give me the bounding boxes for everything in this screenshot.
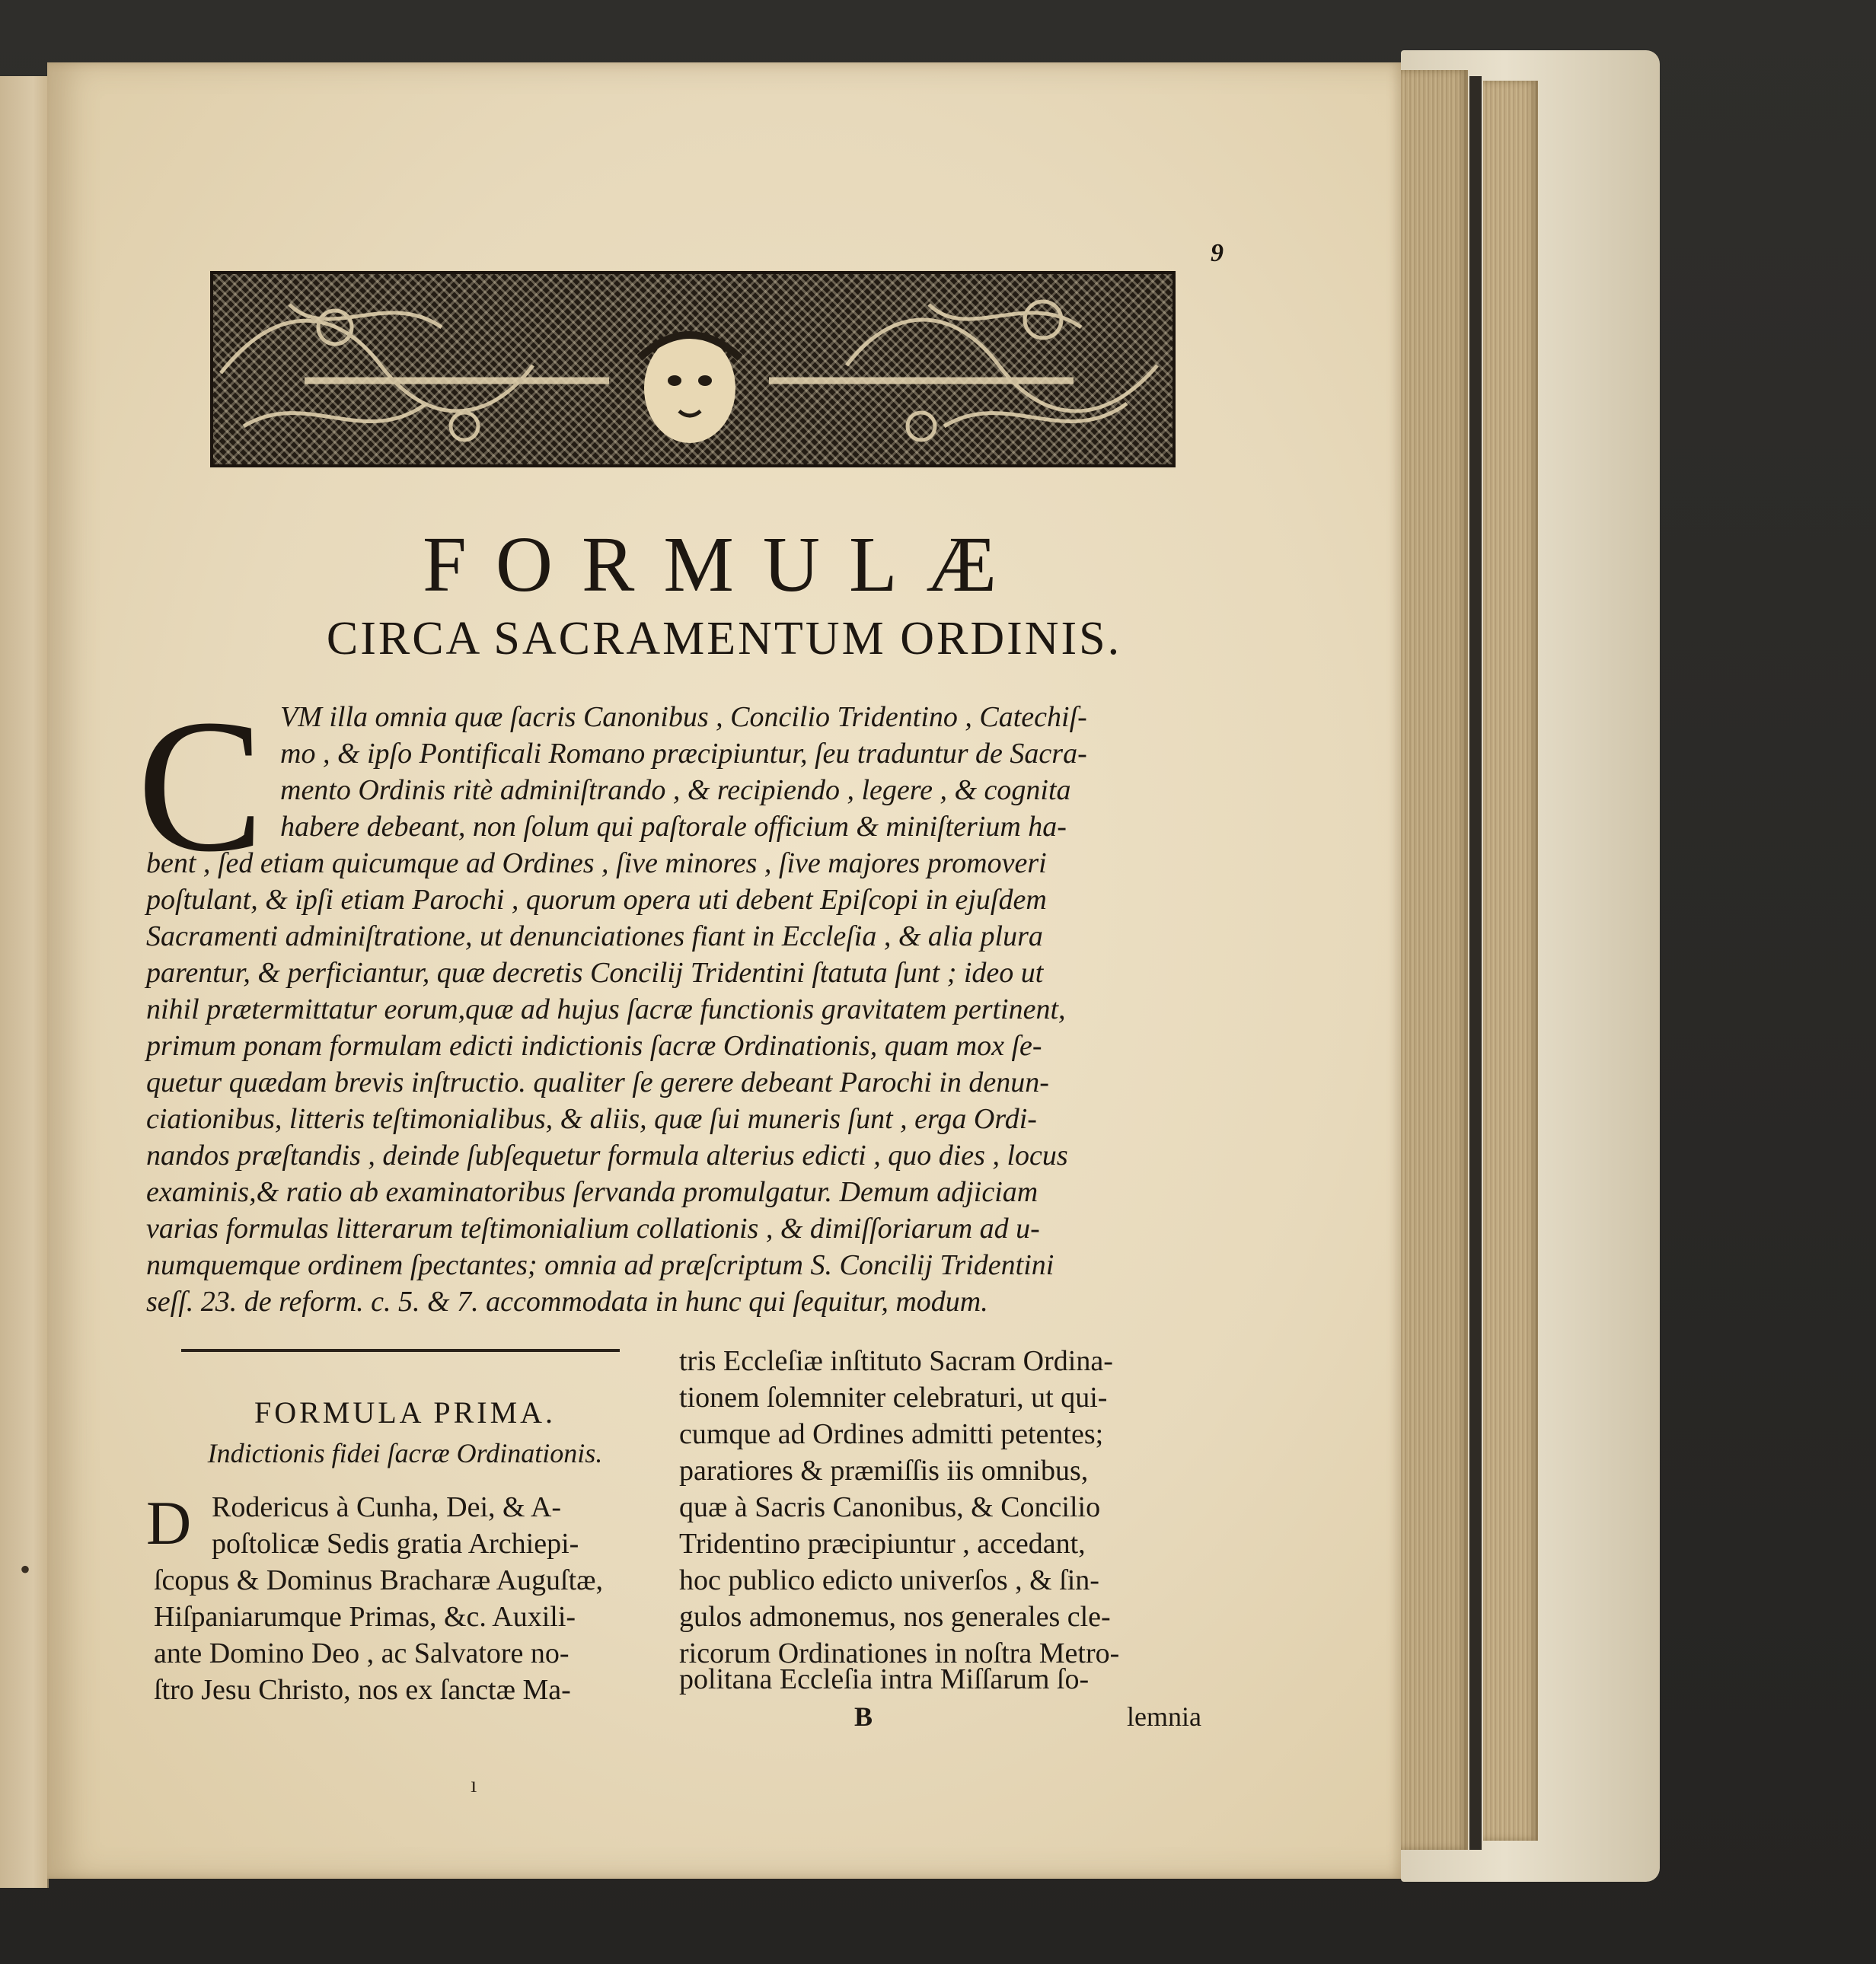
left-column-line: poſtolicæ Sedis gratia Archiepi- — [212, 1528, 579, 1560]
intro-line: ciationibus, litteris teſtimonialibus, & aliis, quæ ſui muneris ſunt , erga Ordi- — [146, 1103, 1037, 1135]
intro-line: habere debeant, non ſolum qui paſtorale officium & miniſterium ha- — [280, 811, 1067, 843]
ink-speck: ı — [471, 1772, 477, 1797]
catchword: lemnia — [1127, 1701, 1201, 1732]
intro-line: primum ponam formulam edicti indictionis ſacræ Ordinationis, quam mox ſe- — [146, 1030, 1042, 1062]
formula-drop-cap: D — [146, 1488, 192, 1557]
intro-line: nihil prætermittatur eorum,quæ ad hujus ſacræ functionis gravitatem pertinent, — [146, 993, 1066, 1025]
right-column-line: ricorum Ordinationes in noſtra Metro- — [679, 1637, 1120, 1669]
intro-line: Sacramenti adminiſtratione, ut denunciationes fiant in Eccleſia , & alia plura — [146, 920, 1043, 952]
intro-line: VM illa omnia quæ ſacris Canonibus , Concilio Tridentino , Catechiſ- — [280, 701, 1087, 733]
intro-line: mo , & ipſo Pontificali Romano præcipiuntur, ſeu traduntur de Sacra- — [280, 738, 1087, 770]
right-column-line: paratiores & præmiſſis iis omnibus, — [679, 1455, 1089, 1487]
back-page-edges — [1483, 81, 1538, 1841]
ornament-icon — [213, 274, 1166, 458]
page-number: 9 — [1211, 239, 1224, 267]
left-column-line: Hiſpaniarumque Primas, &c. Auxili- — [154, 1601, 576, 1633]
left-column-line: Rodericus à Cunha, Dei, & A- — [212, 1491, 562, 1523]
right-column-line: Tridentino præcipiuntur , accedant, — [679, 1528, 1086, 1560]
right-column-line: tris Eccleſiæ inſtituto Sacram Ordina- — [679, 1345, 1113, 1377]
right-column-line: gulos admonemus, nos generales cle- — [679, 1601, 1111, 1633]
intro-line: parentur, & perficiantur, quæ decretis Concilij Tridentini ſtatuta ſunt ; ideo ut — [146, 957, 1044, 989]
right-column-line: tionem ſolemniter celebraturi, ut qui- — [679, 1382, 1108, 1414]
formula-subheading: Indictionis fidei ſacræ Ordinationis. — [207, 1438, 603, 1468]
left-column-line: ſtro Jesu Christo, nos ex ſanctæ Ma- — [154, 1674, 571, 1706]
margin-mark: • — [20, 1552, 31, 1586]
intro-line: examinis,& ratio ab examinatoribus ſervanda promulgatur. Demum adjiciam — [146, 1176, 1038, 1208]
intro-drop-cap: C — [137, 681, 264, 891]
column-rule — [181, 1349, 620, 1352]
formula-heading: FORMULA PRIMA. — [254, 1395, 557, 1430]
page-subtitle: CIRCA SACRAMENTUM ORDINIS. — [326, 613, 1122, 665]
right-column-line: quæ à Sacris Canonibus, & Concilio — [679, 1491, 1101, 1523]
intro-line: mento Ordinis ritè adminiſtrando , & recipiendo , legere , & cognita — [280, 774, 1071, 806]
intro-line: nandos præſtandis , deinde ſubſequetur formula alterius edicti , quo dies , locus — [146, 1140, 1068, 1172]
intro-line: poſtulant, & ipſi etiam Parochi , quorum opera uti debent Epiſcopi in ejuſdem — [146, 884, 1047, 916]
signature-mark: B — [854, 1701, 873, 1732]
intro-line: seſſ. 23. de reform. c. 5. & 7. accommodata in hunc qui ſequitur, modum. — [146, 1286, 988, 1318]
right-column-line: politana Eccleſia intra Miſſarum ſo- — [679, 1663, 1090, 1695]
facing-page-sliver — [0, 76, 49, 1888]
intro-line: numquemque ordinem ſpectantes; omnia ad præſcriptum S. Concilij Tridentini — [146, 1249, 1054, 1281]
intro-line: quetur quædam brevis inſtructio. qualiter ſe gerere debeant Parochi in denun- — [146, 1066, 1049, 1098]
woodcut-ornament-banner — [210, 271, 1176, 467]
page-gap — [1469, 76, 1482, 1850]
left-column-line: ante Domino Deo , ac Salvatore no- — [154, 1637, 570, 1669]
right-column-line: hoc publico edicto univerſos , & ſin- — [679, 1564, 1099, 1596]
intro-line: bent , ſed etiam quicumque ad Ordines , ſive minores , ſive majores promoveri — [146, 847, 1047, 879]
book-page — [47, 62, 1401, 1879]
page-edges — [1398, 70, 1468, 1850]
page-title: FORMULÆ — [423, 521, 1026, 608]
right-column-line: cumque ad Ordines admitti petentes; — [679, 1418, 1104, 1450]
left-column-line: ſcopus & Dominus Bracharæ Auguſtæ, — [154, 1564, 604, 1596]
intro-line: varias formulas litterarum teſtimonialium collationis , & dimiſſoriarum ad u- — [146, 1213, 1040, 1245]
